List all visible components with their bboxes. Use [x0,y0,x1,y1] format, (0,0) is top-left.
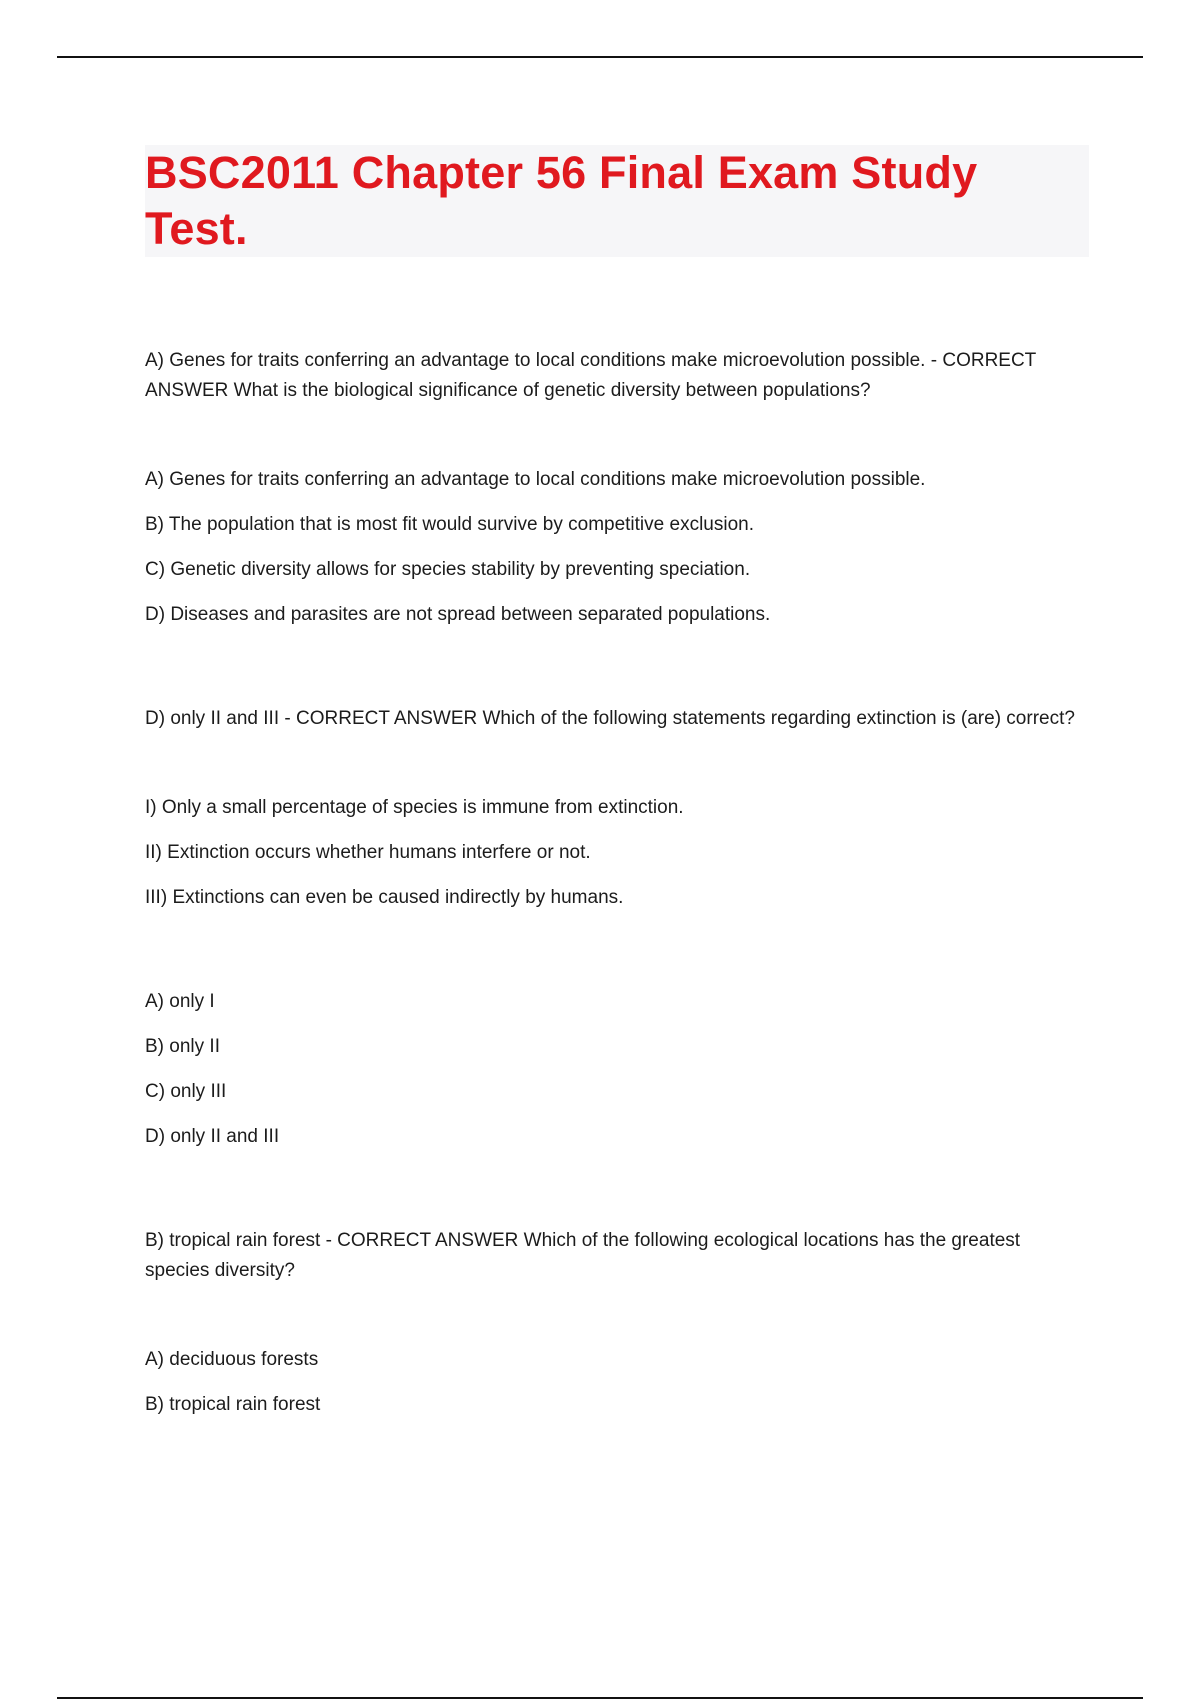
statement-iii: III) Extinctions can even be caused indirectly by humans. [145,887,624,908]
statement-i: I) Only a small percentage of species is immune from extinction. [145,797,684,818]
statement-list [145,793,1089,928]
document-body [145,145,1089,1435]
option-a: A) deciduous forests [145,1349,319,1370]
answer-options [145,987,1089,1167]
question-1 [145,346,1089,645]
option-c: C) only III [145,1081,227,1102]
top-rule [57,56,1143,58]
bottom-rule [57,1697,1143,1699]
option-b: B) The population that is most fit would survive by competitive exclusion. [145,514,754,535]
question-prompt: D) only II and III - CORRECT ANSWER Which of the following statements regarding extinction is (are) correct? [145,708,1075,729]
option-c: C) Genetic diversity allows for species stability by preventing speciation. [145,559,751,580]
option-d: D) only II and III [145,1126,280,1147]
option-d: D) Diseases and parasites are not spread between separated populations. [145,604,771,625]
question-3 [145,1226,1089,1435]
title-banner [145,145,1089,257]
question-prompt: A) Genes for traits conferring an advantage to local conditions make microevolution possible. - CORRECT ANSWER What is the biological significance of genetic diversity between populations? [145,350,1036,401]
document-title: BSC2011 Chapter 56 Final Exam Study Test. [145,147,978,254]
option-b: B) tropical rain forest [145,1394,321,1415]
option-a: A) Genes for traits conferring an advantage to local conditions make microevolution possible. [145,469,926,490]
answer-options [145,465,1089,645]
answer-options [145,1345,1089,1435]
option-b: B) only II [145,1036,220,1057]
statement-ii: II) Extinction occurs whether humans interfere or not. [145,842,591,863]
question-list [145,346,1089,1435]
question-2 [145,704,1089,1167]
question-prompt: B) tropical rain forest - CORRECT ANSWER Which of the following ecological locations has the greatest species diversity? [145,1230,1021,1281]
option-a: A) only I [145,991,215,1012]
